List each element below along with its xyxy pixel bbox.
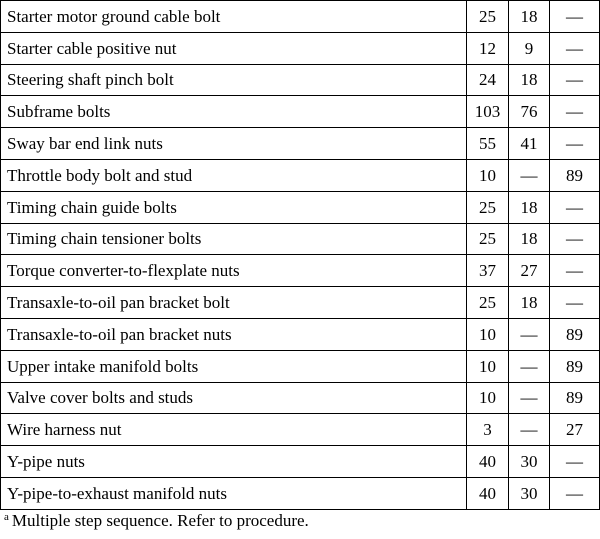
- table-row: [1, 446, 600, 478]
- torque-inlb-cell: —: [550, 32, 600, 64]
- component-name-cell: Subframe bolts: [1, 96, 467, 128]
- torque-ftlb-cell: 30: [509, 446, 550, 478]
- footnote: [4, 512, 309, 529]
- table-row: [1, 191, 600, 223]
- torque-ftlb-cell: 18: [509, 1, 550, 33]
- torque-ftlb-cell: 27: [509, 255, 550, 287]
- component-name-cell: Starter cable positive nut: [1, 32, 467, 64]
- component-name-cell: Y-pipe nuts: [1, 446, 467, 478]
- component-name-cell: Y-pipe-to-exhaust manifold nuts: [1, 477, 467, 509]
- torque-nm-cell: 37: [467, 255, 509, 287]
- footnote-text: Multiple step sequence. Refer to procedure.: [11, 511, 309, 530]
- torque-inlb-cell: —: [550, 128, 600, 160]
- torque-nm-cell: 10: [467, 318, 509, 350]
- torque-inlb-cell: 27: [550, 414, 600, 446]
- torque-ftlb-cell: 9: [509, 32, 550, 64]
- torque-nm-cell: 10: [467, 382, 509, 414]
- table-row: [1, 223, 600, 255]
- torque-nm-cell: 3: [467, 414, 509, 446]
- torque-nm-cell: 24: [467, 64, 509, 96]
- torque-ftlb-cell: 41: [509, 128, 550, 160]
- table-row: [1, 350, 600, 382]
- torque-ftlb-cell: —: [509, 350, 550, 382]
- torque-inlb-cell: —: [550, 64, 600, 96]
- torque-inlb-cell: 89: [550, 350, 600, 382]
- table-row: [1, 477, 600, 509]
- torque-ftlb-cell: —: [509, 414, 550, 446]
- table-row: [1, 32, 600, 64]
- torque-ftlb-cell: 30: [509, 477, 550, 509]
- component-name-cell: Torque converter-to-flexplate nuts: [1, 255, 467, 287]
- torque-inlb-cell: —: [550, 446, 600, 478]
- torque-ftlb-cell: 18: [509, 191, 550, 223]
- footnote-marker: a: [4, 511, 9, 523]
- torque-inlb-cell: —: [550, 477, 600, 509]
- component-name-cell: Upper intake manifold bolts: [1, 350, 467, 382]
- torque-nm-cell: 10: [467, 350, 509, 382]
- torque-nm-cell: 40: [467, 446, 509, 478]
- torque-ftlb-cell: —: [509, 318, 550, 350]
- torque-ftlb-cell: —: [509, 382, 550, 414]
- torque-nm-cell: 25: [467, 287, 509, 319]
- torque-nm-cell: 25: [467, 191, 509, 223]
- torque-inlb-cell: —: [550, 191, 600, 223]
- component-name-cell: Transaxle-to-oil pan bracket bolt: [1, 287, 467, 319]
- component-name-cell: Sway bar end link nuts: [1, 128, 467, 160]
- table-row: [1, 287, 600, 319]
- torque-inlb-cell: 89: [550, 159, 600, 191]
- torque-inlb-cell: —: [550, 1, 600, 33]
- component-name-cell: Throttle body bolt and stud: [1, 159, 467, 191]
- table-row: [1, 96, 600, 128]
- torque-ftlb-cell: 18: [509, 287, 550, 319]
- torque-spec-table-body: [1, 1, 600, 510]
- table-row: [1, 128, 600, 160]
- table-row: [1, 414, 600, 446]
- torque-inlb-cell: —: [550, 223, 600, 255]
- torque-nm-cell: 25: [467, 1, 509, 33]
- torque-nm-cell: 25: [467, 223, 509, 255]
- table-row: [1, 382, 600, 414]
- component-name-cell: Steering shaft pinch bolt: [1, 64, 467, 96]
- torque-inlb-cell: 89: [550, 318, 600, 350]
- torque-inlb-cell: —: [550, 287, 600, 319]
- table-row: [1, 159, 600, 191]
- torque-nm-cell: 55: [467, 128, 509, 160]
- table-row: [1, 318, 600, 350]
- torque-nm-cell: 12: [467, 32, 509, 64]
- torque-ftlb-cell: 18: [509, 223, 550, 255]
- component-name-cell: Wire harness nut: [1, 414, 467, 446]
- torque-nm-cell: 103: [467, 96, 509, 128]
- torque-inlb-cell: —: [550, 96, 600, 128]
- torque-inlb-cell: —: [550, 255, 600, 287]
- torque-ftlb-cell: 76: [509, 96, 550, 128]
- table-row: [1, 64, 600, 96]
- torque-ftlb-cell: 18: [509, 64, 550, 96]
- table-row: [1, 1, 600, 33]
- torque-nm-cell: 40: [467, 477, 509, 509]
- torque-inlb-cell: 89: [550, 382, 600, 414]
- component-name-cell: Starter motor ground cable bolt: [1, 1, 467, 33]
- torque-nm-cell: 10: [467, 159, 509, 191]
- torque-ftlb-cell: —: [509, 159, 550, 191]
- table-row: [1, 255, 600, 287]
- component-name-cell: Timing chain guide bolts: [1, 191, 467, 223]
- component-name-cell: Transaxle-to-oil pan bracket nuts: [1, 318, 467, 350]
- component-name-cell: Valve cover bolts and studs: [1, 382, 467, 414]
- component-name-cell: Timing chain tensioner bolts: [1, 223, 467, 255]
